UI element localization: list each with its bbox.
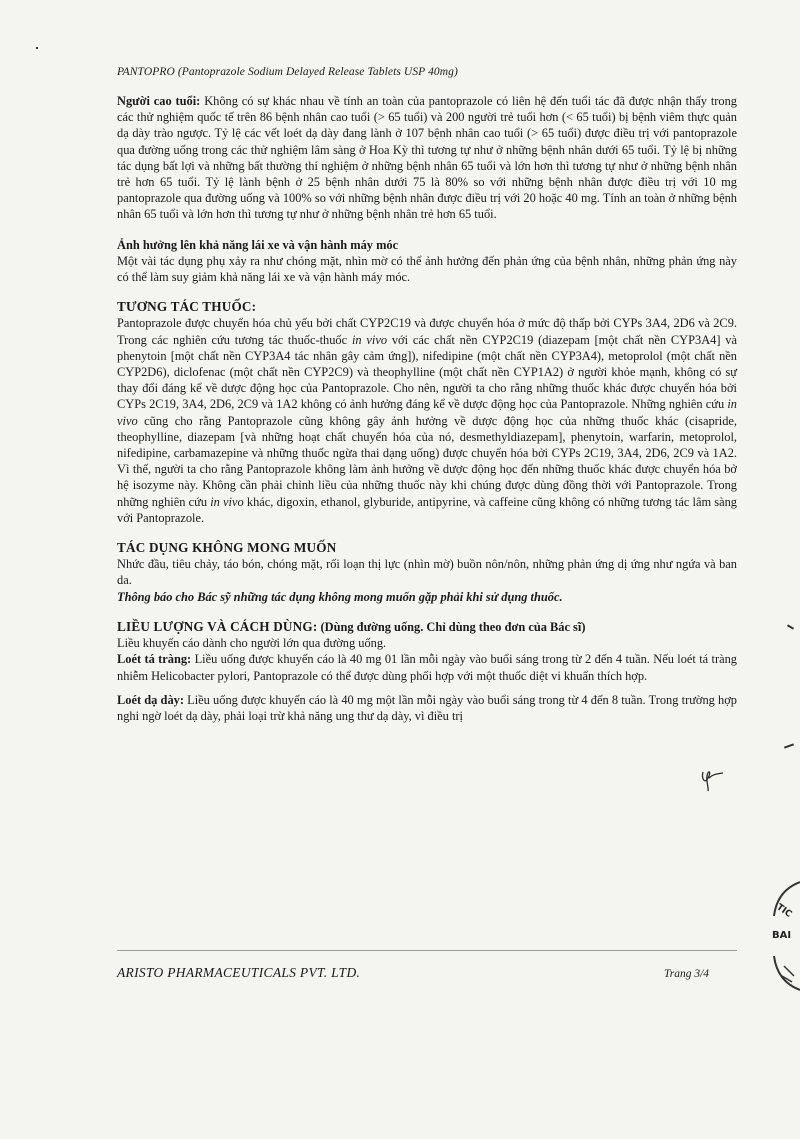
- duodenal-text: Liều uống được khuyến cáo là 40 mg 01 lần mỗi ngày vào buổi sáng trong từ 2 đến 4 tuần. Nếu loét tá tràng nhiễm Helicobacter pylori, Pantoprazole có thể được dùng phối hợp với một thuốc diệt vi khuẩn thích hợp.: [117, 652, 737, 683]
- scan-speck: [787, 624, 794, 629]
- interactions-text-1: Pantoprazole được chuyển hóa chủ yếu bởi chất CYP2C19 và được chuyển hóa ở mức độ thấp bởi CYPs 3A4, 2D6 và 2C9. Trong các nghiên cứu tương tác thuốc-thuốc: [117, 316, 737, 347]
- footer-company: ARISTO PHARMACEUTICALS PVT. LTD.: [117, 965, 361, 980]
- gastric-paragraph: [117, 692, 737, 724]
- elderly-label: Người cao tuổi:: [117, 94, 201, 108]
- interactions-invivo-1: in vivo: [351, 332, 388, 347]
- stamp-text-1: TIC: [774, 902, 794, 920]
- footer-page-number: Trang 3/4: [664, 968, 710, 980]
- side-effects-text: Nhức đầu, tiêu chảy, táo bón, chóng mặt, rối loạn thị lực (nhìn mờ) buồn nôn/nôn, những phản ứng dị ứng như ngứa và ban da.: [117, 557, 737, 588]
- stamp-text-2: BAI: [772, 930, 792, 941]
- side-effects-heading: TÁC DỤNG KHÔNG MONG MUỐN: [117, 540, 337, 556]
- interactions-heading: TƯƠNG TÁC THUỐC:: [117, 299, 257, 315]
- interactions-invivo-3: in vivo: [210, 494, 244, 509]
- interactions-invivo-2: in vivo: [117, 397, 737, 428]
- dosage-intro: Liều khuyến cáo dành cho người lớn qua đường uống.: [117, 636, 387, 651]
- duodenal-paragraph: [117, 651, 737, 683]
- signature-mark: [699, 768, 725, 792]
- stamp-graphic: [766, 880, 800, 1000]
- dosage-heading: LIỀU LƯỢNG VÀ CÁCH DÙNG:: [117, 618, 318, 634]
- stamp-fragment: [766, 880, 800, 1000]
- interactions-text-4: khác, digoxin, ethanol, glyburide, antipyrine, và caffeine cũng không có những tương tác lâm sàng với Pantoprazole.: [117, 494, 738, 525]
- elderly-text: Không có sự khác nhau về tính an toàn của pantoprazole có liên hệ đến tuổi tác đã được nhận thấy trong các thử nghiệm quốc tế trên 86 bệnh nhân cao tuổi (> 65 tuổi) và 200 người trẻ tuổi hơn (< 65 tuổi) bị bệnh viêm thực quản dạ dày trào ngược. Tỷ lệ các vết loét dạ dày đang lành ở 107 bệnh nhân cao tuổi (> 65 tuổi) được điều trị với pantoprazole qua đường uống trong các thử nghiệm lâm sàng ở Hoa Kỳ thì tương tự như ở những bệnh nhân dưới 65 tuổi. Tỷ lệ bị những tác dụng bất lợi và những bất thường thí nghiệm ở những bệnh nhân 65 tuổi và lớn hơn thì tương tự như ở những bệnh nhân trẻ hơn 65 tuổi. Tỷ lệ lành bệnh ở 25 bệnh nhân dưới 75 là 80% so với những bệnh nhân được điều trị với 10 mg pantoprazole qua đường uống và 100% so với những bệnh nhân được điều trị với 20 hoặc 40 mg. Tính an toàn ở những bệnh nhân 65 tuổi và lớn hơn thì tương tự như ở những bệnh nhân trẻ hơn 65 tuổi.: [117, 94, 737, 222]
- header-subtitle: (Pantoprazole Sodium Delayed Release Tablets USP 40mg): [177, 66, 458, 78]
- document-body: [117, 93, 737, 724]
- handwritten-signature: [699, 768, 725, 798]
- elderly-paragraph: [117, 93, 737, 223]
- interactions-paragraph: [117, 315, 737, 526]
- interactions-text-2: với các chất nền CYP2C19 (diazepam [một chất nền CYP3A4] và phenytoin [một chất nền CYP3A4 tác nhân gây cảm ứng]), nifedipine (một chất nền CYP3A4), metoprolol (một chất nền CYP2D6), diclofenac (một chất nền CYP2C9) và theophylline (một chất nền CYP1A2) ở người khỏe mạnh, không có sự thay đổi đáng kể về dược động học của Pantoprazole. Cho nên, người ta cho rằng những thuốc khác được chuyển hóa bởi CYPs 2C19, 3A4, 2D6, 2C9 và 1A2 không có ảnh hưởng đáng kể về dược động học của Pantoprazole. Những nghiên cứu: [117, 332, 737, 412]
- dosage-heading-line: [117, 619, 737, 635]
- scan-speck: [36, 47, 38, 49]
- gastric-text: Liều uống được khuyến cáo là 40 mg một lần mỗi ngày vào buổi sáng trong từ 4 đến 8 tuần. Trong trường hợp nghi ngờ loét dạ dày, phải loại trừ khả năng ung thư dạ dày, vì điều trị: [117, 692, 737, 723]
- duodenal-label: Loét tá tràng:: [117, 652, 192, 667]
- header-product: PANTOPRO: [117, 66, 175, 78]
- gastric-label: Loét dạ dày:: [117, 692, 184, 707]
- side-effects-notice: Thông báo cho Bác sỹ những tác dụng không mong muốn gặp phải khi sử dụng thuốc.: [117, 589, 563, 604]
- footer-rule: [117, 950, 737, 951]
- interactions-text-3: cũng cho rằng Pantoprazole cũng không gây ảnh hưởng về dược động học của những thuốc khác (cisapride, theophylline, diazepam [và những hoạt chất chuyển hóa của nó, desmethyldiazepam], phenytoin, warfarin, metoprolol, nifedipine, carbamazepine và những thuốc ngừa thai dạng uống) được chuyển hóa bởi CYPs 2C19, 3A4, 2D6, 2C9 và 1A2. Vì thế, người ta cho rằng Pantoprazole không làm ảnh hưởng về dược động học đến những thuốc khác được chuyển hóa bở hệ isozyme này. Không cần phải chỉnh liều của những thuốc này khi chúng được dùng đồng thời với Pantoprazole. Trong những nghiên cứu: [117, 413, 737, 509]
- dosage-heading-note: (Dùng đường uống. Chỉ dùng theo đơn của Bác sĩ): [317, 619, 586, 634]
- scan-speck: [784, 743, 794, 748]
- driving-text: Một vài tác dụng phụ xảy ra như chóng mặt, nhìn mờ có thể ảnh hưởng đến phản ứng của bệnh nhân, những phản ứng này có thể làm suy giảm khả năng lái xe và vận hành máy móc.: [117, 253, 737, 285]
- page-header: [117, 66, 458, 78]
- driving-heading: Ảnh hưởng lên khả năng lái xe và vận hành máy móc: [117, 237, 399, 252]
